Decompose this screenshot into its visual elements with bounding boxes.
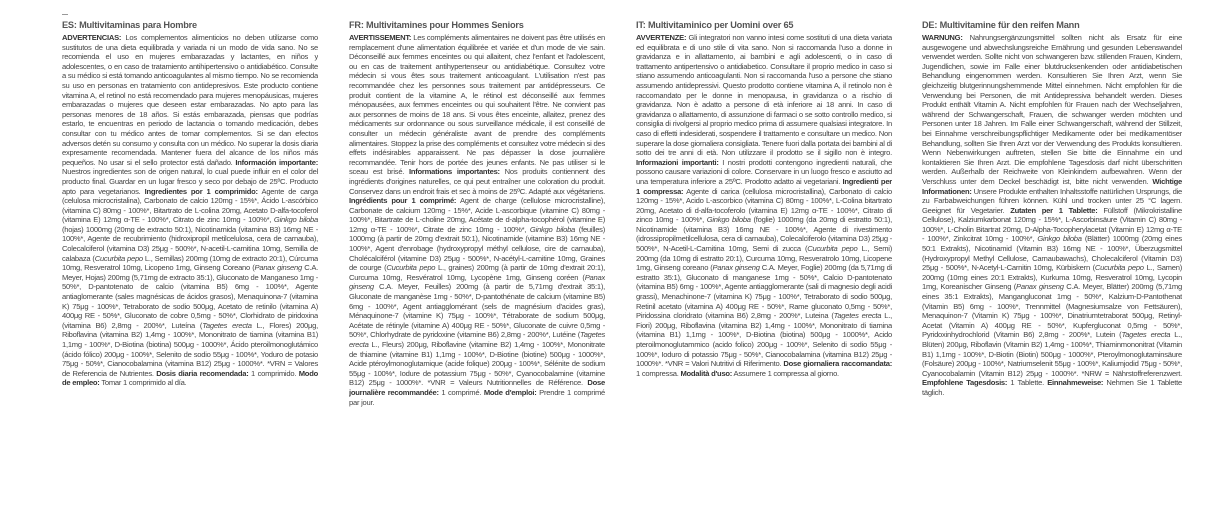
body-text: L., Fiori) 200μg, Riboflavina (vitamina B2) 1,4mg - 100%*, Mononitrato di tiamina (vitamina B1) 1,1mg - 100%*, D-Biotina (biotina) 500μg - 1000%*, Acido pteroilmonoglutammico (acido folico) 200μg - 100%*, Selenito di sodio 55μg - 100%*, Ioduro di potassio 75μg - 50%*, Cianocobalamina (vitamina B12) 25μg - 1000%*. *VNR = Valori Nutritivi di Riferimento.: [636, 311, 892, 369]
crop-mark: [62, 14, 68, 15]
column-italian: [636, 20, 892, 496]
body-text: 1 comprimido.: [248, 368, 299, 378]
botanical-name: Panax ginseng: [254, 263, 302, 273]
section-heading: Modo de empleo:: [62, 368, 318, 388]
body-text: Tomar 1 comprimido al día.: [99, 378, 187, 388]
body-text: Nos produits contiennent des ingrédients d'origines naturelles, ce qui peut entraîner une coloration du produit. Conservez dans un endroit frais et sec à moins de 25ºC. Adapté aux végétariens.: [349, 167, 605, 196]
section-heading: Dose giornaliera raccomandata:: [783, 359, 892, 369]
section-heading: Wichtige Informationen:: [922, 176, 1182, 196]
body-text: C.A. Meyer, Feuilles) 200mg (à partir de 5,71mg d'extrait 35:1), Gluconate de manganèse 1mg - 50%*, D-pantothénate de calcium (vitamine B5) 6mg - 100%*, Agent antiagglomérant (sels de magnésium d'acides gras), Ménaquinone-7 (vitamine K) 75μg - 100%*, Tétraborate de sodium 500μg, Acétate de rétinyle (vitamine A) 400μg RE - 50%*, Gluconate de cuivre 0,5mg - 50%*, Chlorhydrate de pyridoxine (vitamine B6) 2,8mg - 200%*, Lutéine (: [349, 282, 605, 340]
column-german: [922, 20, 1182, 496]
body-text: (hojas) 1000mg (20mg de extracto 50:1), Nicotinamida (vitamina B3) 16mg NE - 100%*, Agente de recubrimiento (hidroxipropil metilcelulosa, cera de carnauba), Colecalciferol (vitamina D3) 25μg - 500%*, N-acetil-L-carnitina 10mg, Semilla de calabaza (: [62, 224, 318, 263]
section-heading: Dosis diaria recomendada:: [156, 368, 249, 378]
column-french: [349, 20, 605, 496]
column-body: [636, 33, 892, 378]
body-text: L., Blüten) 200μg, Riboflavin (Vitamin B2) 1,4mg - 100%*, Thiaminmononitrat (Vitamin B1) 1,1mg - 100%*, D-Biotin (Biotin) 500μg - 1000%*, Pteroylmonoglutaminsäure (Folsäure) 200μg - 100%*, Natriumselenit 55μg - 100%*, Kaliumjodid 75μg - 50%*, Cyanocobalamin (Vitamin B12) 25μg - 1000%*. *NRW = Nährstoffreferenzwert.: [922, 330, 1182, 378]
section-heading: Empfohlene Tagesdosis:: [922, 378, 1008, 388]
botanical-name: Panax ginseng: [712, 263, 760, 273]
body-text: Füllstoff (Mikrokristalline Cellulose), Kalziumkarbonat 120mg - 15%*, L-Ascorbinsäure (Vitamin C) 80mg - 100%*, L-Cholin Bitartrat 20mg, D-Alpha-Tocopherylacetat (Vitamin E) 12mg α-TE - 100%*, Zinkcitrat 10mg - 100%*,: [922, 205, 1182, 244]
body-text: L., Flores) 200μg, Riboflavina (vitamina B2) 1,4mg - 100%*, Mononitrato de tiamina (vitamina B1) 1,1mg - 100%*, D-Biotina (biotina) 500μg - 1000%*, Ácido pteroilmonoglutámico (ácido fólico) 200μg - 100%*, Selenito de sodio 55μg - 100%*, Yoduro de potasio 75μg - 50%*, Cianocobalamina (vitamina B12) 25μg - 1000%*. *VRN = Valores de Referencia de Nutrientes.: [62, 320, 318, 378]
botanical-name: Cucurbita pepo: [807, 244, 858, 254]
column-title: FR: Multivitamines pour Hommes Seniors: [349, 20, 524, 30]
body-text: L., Semillas) 200mg (10mg de extracto 20:1), Cúrcuma 10mg, Resveratrol 10mg, Licopeno 1mg, Ginseng Coreano (: [62, 253, 318, 273]
body-text: Agente di carica (cellulosa microcristallina), Carbonato di calcio 120mg - 15%*, Acido L-ascorbico (vitamina C) 80mg - 100%*, L-Colina bitartrato 20mg, Acetato di d-alfa-tocoferolo (vitamina E) 12mg α-TE - 100%*, Citrato di zinco 10mg - 100%*,: [636, 186, 892, 225]
section-heading: Modalità d'uso:: [680, 368, 733, 378]
section-heading: Einnahmeweise:: [1047, 378, 1104, 388]
section-heading: ADVERTENCIAS:: [62, 33, 122, 42]
body-text: 1 Tablette.: [1007, 378, 1048, 388]
body-text: C.A. Meyer, Hojas) 200mg (5,71mg de extracto 35:1), Gluconato de Manganeso 1mg - 50%*, D-pantotenato de calcio (vitamina B5) 6mg - 100%*, Agente antiaglomerante (sales magnésicas de ácidos grasos), Menaquinona-7 (vitamina K) 75μg - 100%*, Tetraborato de sodio 500μg, Acetato de retinilo (vitamina A) 400μg RE - 50%*, Gluconato de cobre 0,5mg - 50%*, Clorhidrato de piridoxina (vitamina B6) 2,8mg - 200%*, Luteína (: [62, 263, 318, 330]
body-text: L., Samen) 200mg (10mg eines 20:1 Extrakts), Kurkuma 10mg, Resveratrol 10mg, Lycopin 1mg, Koreanischer Ginseng (: [922, 263, 1182, 292]
section-heading: WARNUNG:: [922, 33, 963, 42]
body-text: Prendre 1 comprimé par jour.: [349, 387, 605, 407]
body-text: (feuilles) 1000mg (à partir de 20mg d'extrait 50:1), Nicotinamide (vitamine B3) 16mg NE - 100%*, Agent d'enrobage (hydroxypropyl méthyl cellulose, cire de carnauba), Cholécalciférol (vitamine D3) 25μg - 500%*, N-acétyl-L-carnitine 10mg, Graines de courge (: [349, 224, 605, 273]
section-heading: Informations importantes:: [409, 167, 500, 177]
column-spanish: [62, 20, 318, 496]
botanical-name: Cucurbita pepo: [1094, 263, 1144, 273]
column-body: [349, 33, 605, 407]
section-heading: Dose journalière recommandée:: [349, 378, 605, 397]
section-heading: Ingredientes por 1 comprimido:: [144, 186, 258, 196]
section-heading: AVERTISSEMENT:: [349, 33, 412, 42]
botanical-name: Panax ginseng: [1016, 282, 1064, 292]
section-heading: Mode d'emploi:: [483, 387, 537, 397]
body-text: 1 comprimé.: [438, 387, 484, 397]
body-text: 1 compressa.: [636, 368, 681, 378]
botanical-name: Cucurbita pepo: [94, 253, 143, 263]
column-title: ES: Multivitaminas para Hombre: [62, 20, 197, 30]
botanical-name: Ginkgo biloba: [706, 215, 751, 225]
body-text: Unsere Produkte enthalten Inhaltsstoffe natürlichen Ursprungs, die zu Farbabweichungen führen können. Kühl und trocken unter 25 °C lagern. Geeignet für Vegetarier.: [922, 186, 1182, 215]
section-heading: Ingrédients pour 1 comprimé:: [349, 196, 457, 206]
botanical-name: Tagetes erecta: [833, 311, 882, 321]
body-text: Gli integratori non vanno intesi come sostituti di una dieta variata ed equilibrata e di uno stile di vita sano. Non si raccomanda l'uso a donne in gravidanza e in allattamento, ai bambini e agli adolescenti, o in caso di trattamento antipertensivo o antidiabetico. Consultare il proprio medico in caso si stiano assumendo anticoagulanti. Non si raccomanda l'uso a persone che stiano assumendo antidepressivi. Questo prodotto contiene vitamina A, il retinolo non è raccomandato per le donne in menopausa, in gravidanza o a rischio di gravidanza. Non è adatto a persone di età inferiore ai 18 anni. In caso di gravidanza o allattamento, di assunzione di farmaci o se sotto controllo medico, si consiglia di rivolgersi al proprio medico prima di assumere qualsiasi integratore. In caso di effetti indesiderati, sospendere il trattamento e consultare un medico. Non superare la dose giornaliera consigliata. Tenere fuori dalla portata dei bambini al di sotto dei tre anni di età. Non utilizzare il prodotto se il sigillo non è integro.: [636, 33, 892, 158]
section-heading: AVVERTENZE:: [636, 33, 687, 42]
botanical-name: Ginkgo biloba: [529, 224, 576, 234]
body-text: C.A. Meyer, Blätter) 200mg (5,71mg eines 35:1 Extrakts), Mangangluconat 1mg - 50%*, Kalzium-D-Pantothenat (Vitamin B5) 6mg - 100%*, Trennmittel (Magnesiumsalze von Fettsäuren), Menaquinon-7 (Vitamin K) 75μg - 100%*, Dinatriumtetraborat 500μg, Retinyl-Acetat (Vitamin A) 400μg RE - 50%*, Kupfergluconat 0,5mg - 50%*, Pyridoxinhydrochlorid (Vitamin B6) 2,8mg - 200%*, Lutein (: [922, 282, 1182, 340]
body-text: Les compléments alimentaires ne doivent pas être utilisés en remplacement d'une alimentation équilibrée et variée et d'un mode de vie sain. Déconseillé aux femmes enceintes ou qui allaitent, chez l'enfant et l'adolescent, ou en cas de traitement antihypertenseur ou antidiabétique. Consultez votre médecin si vous êtes sous traitement anticoagulant. L'utilisation n'est pas recommandée chez les personnes sous traitement par antidépresseurs. Ce produit contient de la vitamine A, le rétinol est déconseillé aux femmes ménopausées, aux femmes enceintes ou qui souhaitent l'être. Ne convient pas aux personnes de moins de 18 ans. Si vous êtes enceinte, allaitez, prenez des médicaments sur ordonnance ou sous surveillance médicale, il est conseillé de consulter un médecin généraliste avant de prendre des compléments alimentaires. Stoppez la prise des compléments et consultez votre médecin si des effets indésirables apparaissent. Ne pas dépasser la dose journalière recommandée. Tenir hors de portée des jeunes enfants. Ne pas utiliser si le sceau est brisé.: [349, 33, 605, 177]
botanical-name: Cucurbita pepo: [386, 263, 436, 273]
section-heading: Zutaten per 1 Tablette:: [1010, 205, 1098, 215]
body-text: Agent de charge (cellulose microcristalline), Carbonate de calcium 120mg - 15%*, Acide L-ascorbique (vitamine C) 80mg - 100%*, Bitartrate de L-choline 20mg, Acétate de d-alpha-tocophérol (vitamine E) 12mg α-TE - 100%*, Citrate de zinc 10mg - 100%*,: [349, 196, 605, 234]
body-text: I nostri prodotti contengono ingredienti naturali, che possono causare variazioni di colore. Conservare in un luogo fresco e asciutto ad una temperatura inferiore a 25ºC. Prodotto adatto ai vegetariani.: [636, 157, 892, 186]
body-text: Assumere 1 compressa al giorno.: [732, 368, 839, 378]
body-text: (Blätter) 1000mg (20mg eines 50:1 Extrakts), Nicotinamid (Vitamin B3) 16mg NE - 100%*, Überzugsmittel (Hydroxypropyl Methyl Cellulose, Carnaubawachs), Cholecalciferol (Vitamin D3) 25μg - 500%*, N-Acetyl-L-Carnitin 10mg, Kürbiskern (: [922, 234, 1182, 273]
body-text: L., Semi) 200mg (da 10mg di estratto 20:1), Curcuma 10mg, Resveratrolo 10mg, Licopene 1mg, Ginseng coreano (: [636, 244, 892, 273]
column-title: DE: Multivitamine für den reifen Mann: [922, 20, 1080, 30]
body-text: Nehmen Sie 1 Tablette täglich.: [922, 378, 1182, 397]
section-heading: Información importante:: [235, 157, 318, 167]
body-text: L., graines) 200mg (à partir de 10mg d'extrait 20:1), Curcuma 10mg, Resvératrol 10mg, Lycopène 1mg, Ginseng coréen (: [349, 263, 605, 282]
column-body: [62, 33, 318, 388]
body-text: Los complementos alimenticios no deben utilizarse como sustitutos de una dieta equilibrada y variada ni un modo de vida sano. No se recomienda el uso en mujeres embarazadas y lactantes, en niños y adolescentes, o en caso de tratamiento antihipertensivo o antidiabético. Consulte a su médico si está tomando anticoagulantes al mismo tiempo. No se recomienda su uso en personas en tratamiento con antidepresivos. Este producto contiene vitamina A, el retinol no está recomendado para mujeres menopáusicas, mujeres embarazadas o mujeres que deseen estar embarazadas. No apto para las personas menores de 18 años. Si estás embarazada, piensas que podrías estarlo, te encuentras en periodo de lactancia o tomando medicación, debes consultar con tu médico antes de tomar complementos. Si se dan efectos adversos detén su consumo y consulta con un médico. No superar la dosis diaria expresamente recomendada. Mantener fuera del alcance de los niños más pequeños. No usar si el sello protector está dañado.: [62, 33, 318, 167]
section-heading: Informazioni importanti:: [636, 157, 719, 167]
body-text: Nuestros ingredientes son de origen natural, lo cual puede influir en el color del producto final. Guardar en un lugar fresco y seco por debajo de 25ºC. Producto apto para vegetarianos.: [62, 167, 318, 196]
botanical-name: Tagetes erecta: [349, 330, 605, 349]
botanical-name: Panax ginseng: [349, 272, 605, 292]
body-text: L., Fleurs) 200μg, Riboflavine (vitamine B2) 1,4mg - 100%*, Mononitrate de thiamine (vitamine B1) 1,1mg - 100%*, D-Biotine (biotine) 500μg - 1000%*, Acide ptéroylmonoglutamique (acide folique) 200μg - 100%*, Sélénite de sodium 55μg - 100%*, Iodure de potassium 75μg - 50%*, Cyanocobalamine (vitamine B12) 25μg - 1000%*. *VNR = Valeurs Nutritionnelles de Référence.: [349, 340, 605, 388]
column-title: IT: Multivitaminico per Uomini over 65: [636, 20, 794, 30]
botanical-name: Ginkgo biloba: [273, 215, 318, 225]
body-text: C.A. Meyer, Foglie) 200mg (da 5,71mg di estratto 35:1), Gluconato di manganese 1mg - 50%*, Calcio D-pantotenato (vitamina B5) 6mg - 100%*, Agente antiagglomerante (sali di magnesio degli acidi grassi), Menachinone-7 (vitamina K) 75μg - 100%*, Tetraborato di sodio 500μg, Retinil acetato (vitamina A) 400μg RE - 50%*, Rame gluconato 0,5mg - 50%*, Piridossina cloridrato (vitamina B6) 2,8mg - 200%*, Luteina (: [636, 263, 892, 321]
column-body: [922, 33, 1182, 398]
botanical-name: Tagetes erecta: [202, 320, 252, 330]
body-text: (foglie) 1000mg (da 20mg di estratto 50:1), Nicotinamide (vitamina B3) 16mg NE - 100%*, Agente di rivestimento (idrossipropilmetilcellulosa, cera di carnauba), Colecalciferolo (vitamina D3) 25μg - 500%*, N-Acetil-L-Carnitina 10mg, Semi di zucca (: [636, 215, 892, 254]
body-text: Agente de carga (celulosa microcristalina), Carbonato de calcio 120mg - 15%*, Ácido L-ascórbico (vitamina C) 80mg - 100%*, Bitartrato de L-colina 20mg, Acetato D-alfa-tocoferol (vitamina E) 12mg α-TE - 100%*, Citrato de zinc 10mg - 100%*,: [62, 186, 318, 225]
body-text: Nahrungsergänzungsmittel sollten nicht als Ersatz für eine ausgewogene und abwechslungsreiche Ernährung und gesunden Lebenswandel verwendet werden. Sollte nicht von schwangeren bzw. stillenden Frauen, Kindern, Jugendlichen, sowie im Falle einer blutdrucksenkenden oder antidiabetischen Behandlung eingenommen werden. Konsultieren Sie Ihren Arzt, wenn Sie gleichzeitig blutgerinnungshemmende Mittel einnehmen. Nicht empfohlen für die Verwendung bei Personen, die mit Antidepressiva behandelt werden. Dieses Produkt enthält Vitamin A. Nicht empfohlen für Frauen nach der Wechseljahren, während der Schwangerschaft, Frauen, die schwanger werden möchten und Personen unter 18 Jahren. Im Falle einer Schwangerschaft, während der Stillzeit, bei Einnahme verschreibungspflichtiger Medikamente oder bei medikamentöser Behandlung, sollten Sie Ihren Arzt vor der Verwendung des Produkts konsultieren. Wenn Nebenwirkungen auftreten, stellen Sie bitte die Einnahme ein und kontaktieren Sie Ihren Arzt. Die empfohlene Tagesdosis darf nicht überschritten werden. Außerhalb der Reichweite von Kleinkindern aufbewahren. Wenn der Verschluss unter dem Deckel beschädigt ist, bitte nicht verwenden.: [922, 33, 1182, 186]
botanical-name: Ginkgo biloba: [1037, 234, 1082, 244]
botanical-name: Tagetes erecta: [1121, 330, 1171, 340]
section-heading: Ingredienti per 1 compressa:: [636, 176, 892, 196]
